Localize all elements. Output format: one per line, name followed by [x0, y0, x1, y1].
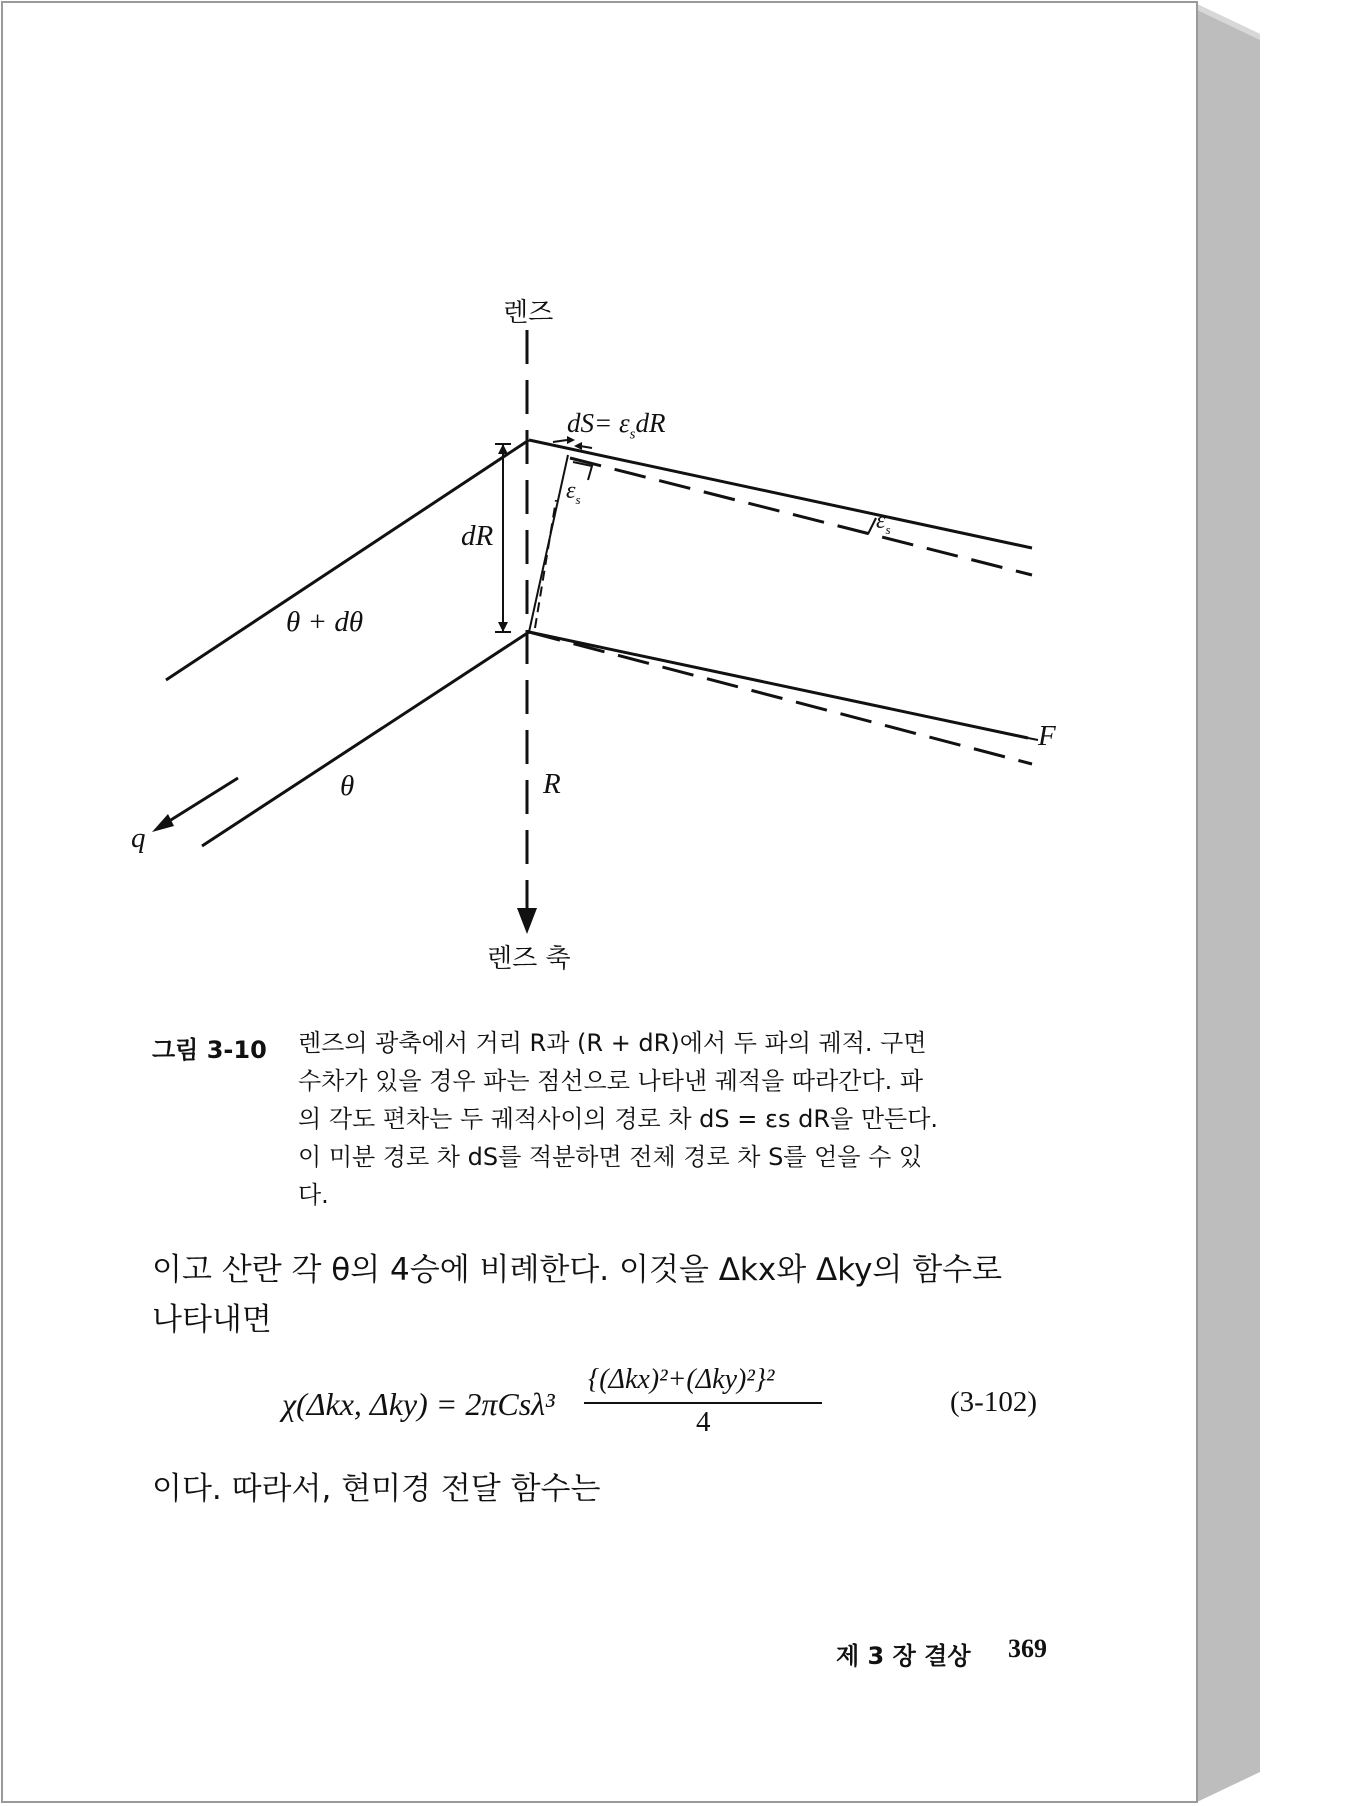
equation-numerator: {(Δkx)²+(Δky)²}²: [588, 1364, 775, 1395]
ray-upper-outgoing: [529, 440, 1032, 548]
label-lens-axis: 렌즈 축: [487, 944, 571, 974]
label-ds-equation: $dS= \varepsilon_sdR$: [567, 408, 666, 443]
paragraph-1-line-1: 이고 산란 각 θ의 4승에 비례한다. 이것을 Δkx와 Δky의 함수로: [152, 1252, 1003, 1288]
q-arrowhead: [152, 814, 174, 832]
label-theta: θ: [340, 770, 355, 802]
caption-text: [298, 1024, 938, 1214]
caption-tag: 그림 3-10: [152, 1036, 267, 1064]
ray-upper-aberrated: [570, 458, 1032, 575]
label-q: q: [131, 822, 146, 854]
label-epsilon-small: $\varepsilon_s$: [566, 478, 581, 507]
paragraph-2: 이다. 따라서, 현미경 전달 함수는: [152, 1471, 601, 1507]
caption-line: 의 각도 편차는 두 궤적사이의 경로 차 dS = εs dR을 만든다.: [298, 1105, 939, 1133]
label-lens: 렌즈: [503, 298, 554, 328]
caption-line: 이 미분 경로 차 dS를 적분하면 전체 경로 차 S를 얻을 수 있: [298, 1143, 923, 1171]
ray-lower-aberrated: [529, 632, 1032, 764]
ray-lower-incoming: [202, 632, 529, 846]
label-F: F: [1038, 720, 1056, 752]
caption-line: 수차가 있을 경우 파는 점선으로 나타낸 궤적을 따라간다. 파: [298, 1067, 924, 1095]
caption-line: 다.: [298, 1181, 329, 1209]
equation-fraction-bar: [584, 1402, 822, 1404]
lens-axis-arrowhead: [517, 908, 537, 934]
label-R: R: [543, 768, 561, 800]
caption-line: 렌즈의 광축에서 거리 R과 (R + dR)에서 두 파의 궤적. 구면: [298, 1029, 927, 1057]
ray-lower-outgoing: [529, 632, 1028, 738]
label-theta-dtheta: θ + dθ: [286, 606, 364, 638]
page-number: 369: [1008, 1634, 1047, 1663]
running-footer-chapter: 제 3 장 결상: [836, 1642, 971, 1670]
label-epsilon-right: $\varepsilon_s$: [876, 508, 891, 537]
equation-lhs: χ(Δkx, Δky) = 2πCsλ³: [282, 1386, 555, 1422]
equation-number: (3-102): [950, 1386, 1037, 1418]
paragraph-1-line-2: 나타내면: [152, 1302, 272, 1338]
equation-denominator: 4: [696, 1406, 711, 1438]
ray-upper-incoming: [166, 440, 529, 680]
label-dR: dR: [461, 520, 494, 552]
